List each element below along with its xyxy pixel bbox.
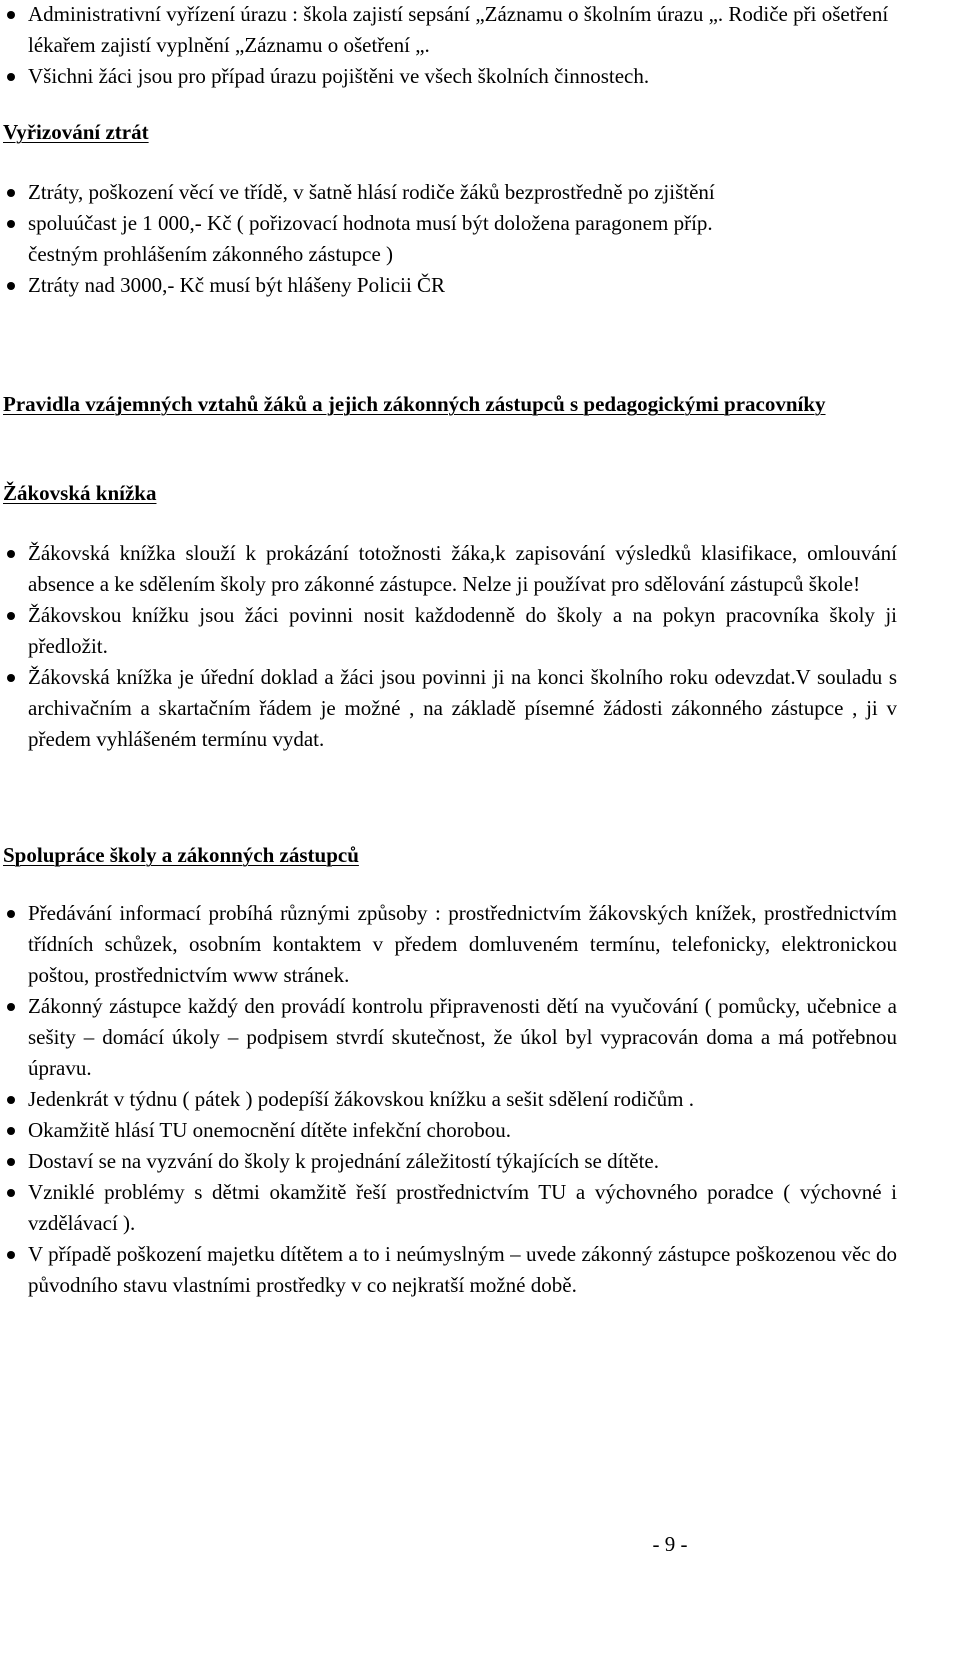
spoluprace-list [3,898,897,1301]
list-item: spoluúčast je 1 000,- Kč ( pořizovací hodnota musí být doložena paragonem příp. [3,208,903,239]
list-item: Jedenkrát v týdnu ( pátek ) podepíší žákovskou knížku a sešit sdělení rodičům . [3,1084,897,1115]
list-item: Vzniklé problémy s dětmi okamžitě řeší prostřednictvím TU a výchovného poradce ( výchovné i vzdělávací ). [3,1177,897,1239]
knizka-list [3,538,897,755]
section-heading-knizka: Žákovská knížka [3,481,157,505]
list-item: Předávání informací probíhá různými způsoby : prostřednictvím žákovských knížek, prostřednictvím třídních schůzek, osobním kontaktem v předem domluveném termínu, telefonicky, elektronickou poštou, prostřednictvím www stránek. [3,898,897,991]
list-item: Dostaví se na vyzvání do školy k projednání záležitostí týkajících se dítěte. [3,1146,897,1177]
list-item: V případě poškození majetku dítětem a to i neúmyslným – uvede zákonný zástupce poškozenou věc do původního stavu vlastními prostředky v co nejkratší možné době. [3,1239,897,1301]
section-heading-ztraty: Vyřizování ztrát [3,120,149,144]
section-heading-spoluprace: Spolupráce školy a zákonných zástupců [3,843,359,867]
list-item: Žákovská knížka slouží k prokázání totožnosti žáka,k zapisování výsledků klasifikace, omlouvání absence a ke sdělením školy pro zákonné zástupce. Nelze ji používat pro sdělování zástupců škole! [3,538,897,600]
list-item: Žákovskou knížku jsou žáci povinni nosit každodenně do školy a na pokyn pracovníka školy ji předložit. [3,600,897,662]
ztraty-list [3,177,903,239]
list-item: Ztráty, poškození věcí ve třídě, v šatně hlásí rodiče žáků bezprostředně po zjištění [3,177,903,208]
list-item: Žákovská knížka je úřední doklad a žáci jsou povinni ji na konci školního roku odevzdat.V souladu s archivačním a skartačním řádem je možné , na základě písemné žádosti zákonného zástupce , ji v předem vyhlášeném termínu vydat. [3,662,897,755]
list-item: Administrativní vyřízení úrazu : škola zajistí sepsání „Záznamu o školním úrazu „. Rodiče při ošetření lékařem zajistí vyplnění „Záznamu o ošetření „. [3,0,898,61]
section-heading-pravidla: Pravidla vzájemných vztahů žáků a jejich zákonných zástupců s pedagogickými pracovníky [3,392,826,416]
list-item: Okamžitě hlásí TU onemocnění dítěte infekční chorobou. [3,1115,897,1146]
page-number: - 9 - [652,1532,688,1556]
ztraty-list-2 [3,270,903,301]
intro-list [3,0,898,92]
list-item: Všichni žáci jsou pro případ úrazu pojištěni ve všech školních činnostech. [3,61,898,92]
list-item: Zákonný zástupce každý den provádí kontrolu připravenosti dětí na vyučování ( pomůcky, učebnice a sešity – domácí úkoly – podpisem stvrdí skutečnost, že úkol byl vypracován doma a má potřebnou úpravu. [3,991,897,1084]
list-item: Ztráty nad 3000,- Kč musí být hlášeny Policii ČR [3,270,903,301]
ztraty-continuation: čestným prohlášením zákonného zástupce ) [28,242,394,266]
